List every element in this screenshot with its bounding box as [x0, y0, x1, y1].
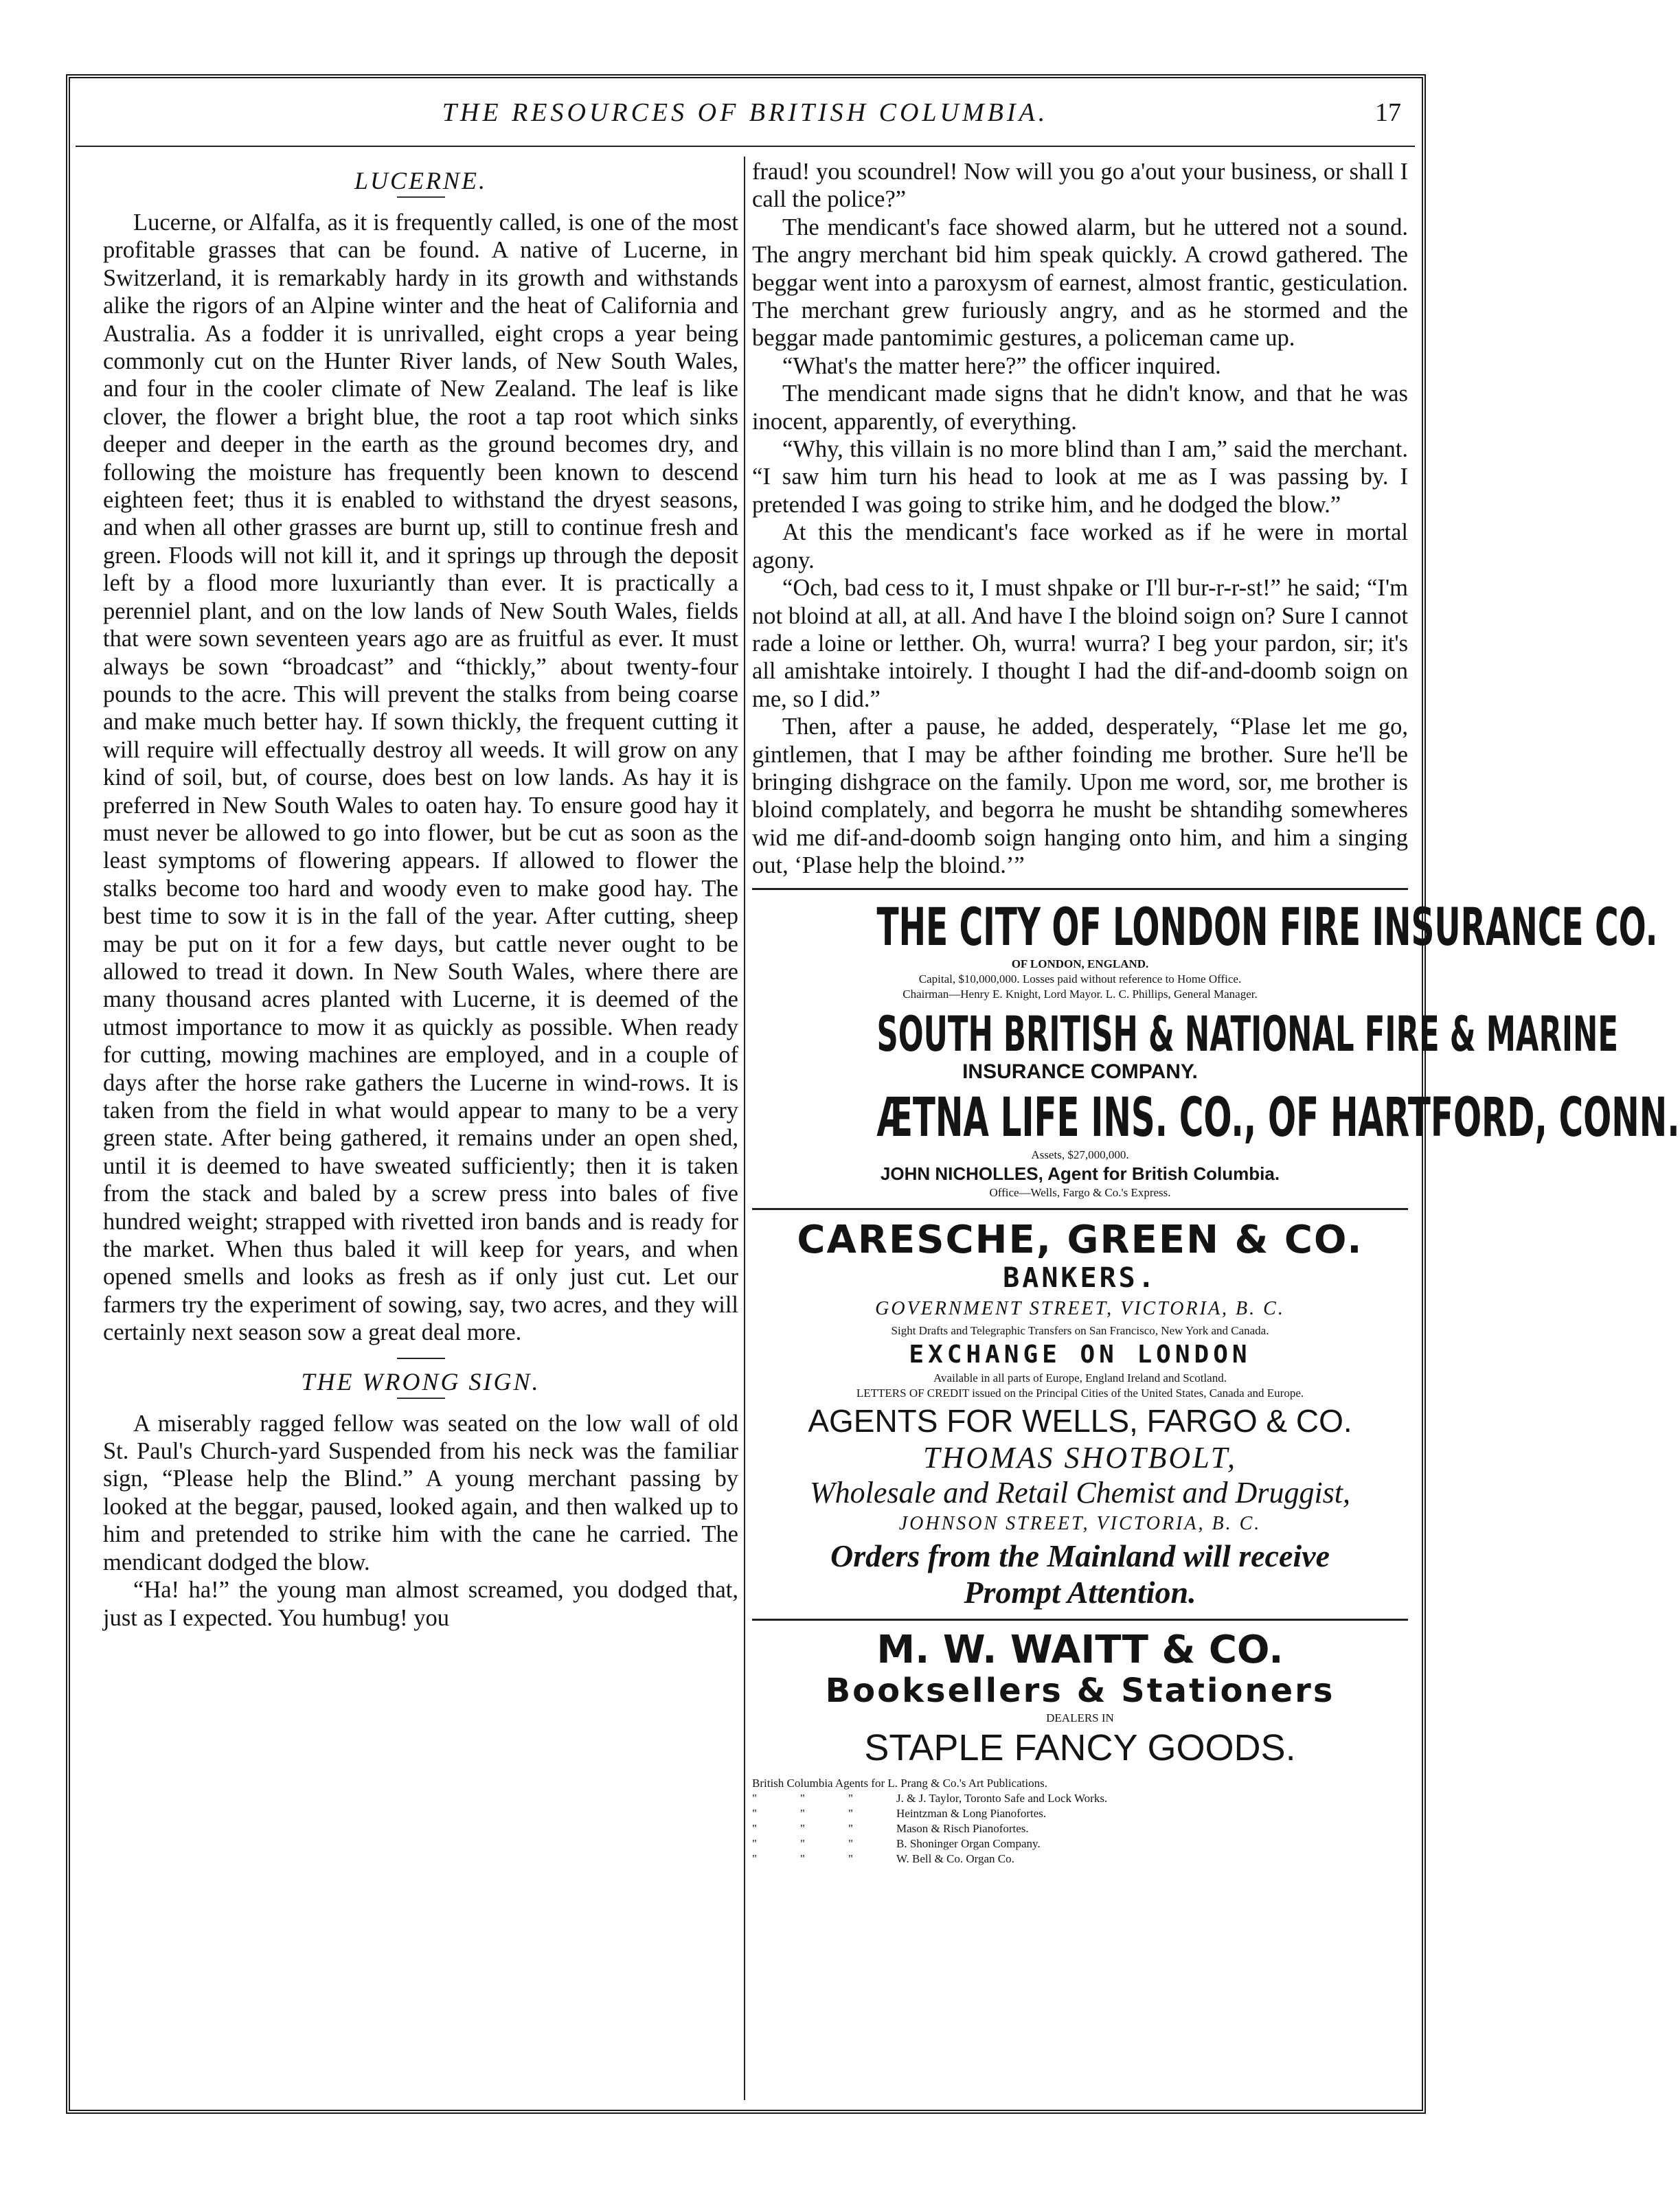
aetna-agent: JOHN NICHOLLES, Agent for British Columbia.	[880, 1163, 1280, 1184]
aetna-office: Office—Wells, Fargo & Co.'s Express.	[989, 1185, 1171, 1199]
waitt-dealers: DEALERS IN	[1046, 1711, 1114, 1724]
south-british-title: SOUTH BRITISH & NATIONAL FIRE & MARINE	[876, 1005, 1619, 1062]
aetna-assets: Assets, $27,000,000.	[1031, 1148, 1129, 1161]
caresche-agents: AGENTS FOR WELLS, FARGO & CO.	[808, 1402, 1352, 1439]
list-item: " " " B. Shoninger Organ Company.	[752, 1836, 1041, 1850]
list-item: " " " J. & J. Taylor, Toronto Safe and Lock Works.	[752, 1791, 1108, 1805]
ad-separator	[752, 1619, 1408, 1621]
header-rule	[76, 146, 1415, 147]
left-column	[103, 158, 738, 2101]
city-of-london-ad	[752, 896, 1658, 1001]
list-item: " " " Mason & Risch Pianofortes.	[752, 1821, 1029, 1835]
waitt-agency-list	[752, 1776, 1408, 1867]
section-rule	[397, 1358, 445, 1359]
story-paragraph: The mendicant's face showed alarm, but he uttered not a sound. The angry merchant bid him speak quickly. A crowd gathered. The beggar went into a paroxysm of earnest, almost frantic, gesticulation. The merchant grew furiously angry, and as he stormed and the beggar made pantomimic gestures, a policeman came up.	[752, 214, 1408, 352]
waitt-ad	[752, 1629, 1408, 1867]
story-paragraph: “Why, this villain is no more blind than I am,” said the merchant. “I saw him turn his head to look at me as I was passing by. I pretended I was going to strike him, and he dodged the blow.”	[752, 436, 1408, 518]
ad-separator	[752, 888, 1408, 890]
lucerne-text: Lucerne, or Alfalfa, as it is frequently called, is one of the most profitable grasses that can be found. A native of Lucerne, in Switzerland, it is remarkably hardy in its growth and withstands alike the rigors of an Alpine winter and the heat of California and Australia. As a fodder it is unrivalled, eight crops a year being commonly cut on the Hunter River lands, of New South Wales, and four in the cooler climate of New Zealand. The leaf is like clover, the flower a bright blue, the root a tap root which sinks deeper and deeper in the earth as the ground becomes dry, and following the moisture has frequently been known to descend eighteen feet; thus it is enabled to withstand the dryest seasons, and when all other grasses are burnt up, still to continue fresh and green. Floods will not kill it, and it springs up through the deposit left by a flood more luxuriantly than ever. It is practically a perenniel plant, and on the low lands of New South Wales, fields that were sown seventeen years ago are as fruitful as ever. It must always be sown “broadcast” and “thickly,” about twenty-four pounds to the acre. This will prevent the stalks from being coarse and make much better hay. If sown thickly, the frequent cutting it will require will effectually destroy all weeds. It will grow on any kind of soil, but, of course, does best on low lands. As hay it is preferred in New South Wales to oaten hay. To ensure good hay it must never be allowed to go into flower, but be cut as soon as the least symptoms of flowering appears. If allowed to flower the stalks become too hard and woody even to make good hay. The best time to sow it is in the fall of the year. After cutting, sheep may be put on it for a few days, but cattle never ought to be allowed to tread it down. In New South Wales, where there are many thousand acres planted with Lucerne, it is deemed of the utmost importance to mow it as quickly as possible. When ready for cutting, mowing machines are employed, and in a couple of days after the horse rake gathers the Lucerne in wind-rows. It is taken from the field in what would appear to many to be a very green state. After being gathered, it remains under an open shed, until it is deemed to have sweated sufficiently; then it is taken from the stack and baled by a screw press into bales of five hundred weight; strapped with rivetted iron bands and is ready for the market. When thus baled it will keep for years, and when opened smells and looks as fresh as if only just cut. Let our farmers try the experiment of sowing, say, two acres, and they will certainly next season sow a great deal more.	[103, 209, 738, 1346]
list-item: " " " W. Bell & Co. Organ Co.	[752, 1851, 1014, 1865]
aetna-ad	[752, 1086, 1680, 1200]
caresche-ad	[752, 1218, 1408, 1440]
waitt-sub: Booksellers & Stationers	[825, 1671, 1335, 1710]
caresche-line: Available in all parts of Europe, England Ireland and Scotland.	[933, 1371, 1227, 1384]
city-of-london-line: Capital, $10,000,000. Losses paid without reference to Home Office.	[918, 972, 1242, 985]
story-paragraph: At this the mendicant's face worked as if he were in mortal agony.	[752, 519, 1408, 573]
caresche-line: Sight Drafts and Telegraphic Transfers on San Francisco, New York and Canada.	[891, 1323, 1269, 1337]
shotbolt-title: THOMAS SHOTBOLT,	[922, 1440, 1238, 1474]
story-paragraph: The mendicant made signs that he didn't know, and that he was inocent, apparently, of everything.	[752, 380, 1408, 435]
waitt-staple: STAPLE FANCY GOODS.	[864, 1727, 1296, 1768]
story-paragraph: “Och, bad cess to it, I must shpake or I'll bur-r-r-st!” he said; “I'm not bloind at all, at all. And have I the bloind soign on? Sure I cannot rade a loine or letther. Oh, wurra! wurra? I beg your pardon, sir; it's all amishtake intoirely. I thought I had the dif-and-doomb soign on me, so I did.”	[752, 575, 1408, 712]
page-number: 17	[1375, 98, 1401, 127]
wrong-sign-title: THE WRONG SIGN.	[301, 1367, 541, 1395]
aetna-title: ÆTNA LIFE INS. CO., OF HARTFORD, CONN.	[876, 1086, 1680, 1149]
title-rule	[397, 1398, 445, 1399]
waitt-title: M. W. WAITT & CO.	[876, 1627, 1284, 1672]
ad-separator	[752, 1208, 1408, 1210]
south-british-sub: INSURANCE COMPANY.	[962, 1060, 1198, 1083]
title-rule	[397, 196, 445, 198]
caresche-street: GOVERNMENT STREET, VICTORIA, B. C.	[875, 1297, 1285, 1319]
shotbolt-sub: Wholesale and Retail Chemist and Druggist,	[809, 1475, 1351, 1509]
caresche-line: LETTERS OF CREDIT issued on the Principal Cities of the United States, Canada and Europe.	[856, 1386, 1304, 1400]
caresche-exchange: EXCHANGE ON LONDON	[909, 1340, 1251, 1369]
story-paragraph: “What's the matter here?” the officer inquired.	[782, 352, 1221, 379]
column-divider	[744, 157, 745, 2100]
list-item: " " " Heintzman & Long Pianofortes.	[752, 1806, 1047, 1820]
story-paragraph: fraud! you scoundrel! Now will you go a'out your business, or shall I call the police?”	[752, 159, 1408, 213]
caresche-bankers: BANKERS.	[1003, 1262, 1157, 1294]
city-of-london-title: THE CITY OF LONDON FIRE INSURANCE CO.	[876, 896, 1658, 957]
list-item: British Columbia Agents for L. Prang & Co.'s Art Publications.	[752, 1776, 1047, 1790]
shotbolt-street: JOHNSON STREET, VICTORIA, B. C.	[898, 1512, 1262, 1534]
right-column	[752, 158, 1680, 2101]
wrong-sign-paragraph-1: A miserably ragged fellow was seated on the low wall of old St. Paul's Church-yard Suspended from his neck was the familiar sign, “Please help the Blind.” A young merchant passing by looked at the beggar, paused, looked again, and then walked up to him and pretended to strike him with the cane he carried. The mendicant dodged the blow.	[103, 1410, 738, 1575]
city-of-london-sub: OF LONDON, ENGLAND.	[1011, 957, 1149, 970]
story-paragraph: Then, after a pause, he added, desperately, “Plase let me go, gintlemen, that I may be afther foinding me brother. Sure he'll be bringing dishgrace on the family. Upon me word, sor, me brother is bloind complately, and begorra he musht be shtandihg somewheres wid me dif-and-doomb soign hanging onto him, and him a singing out, ‘Plase help the bloind.’”	[752, 714, 1408, 879]
shotbolt-attention: Prompt Attention.	[964, 1574, 1196, 1610]
south-british-ad	[752, 1005, 1619, 1084]
lucerne-title: LUCERNE.	[354, 167, 487, 194]
caresche-title: CARESCHE, GREEN & CO.	[797, 1217, 1363, 1262]
page-header	[76, 95, 1415, 143]
shotbolt-orders: Orders from the Mainland will receive	[830, 1538, 1330, 1573]
shotbolt-ad	[752, 1440, 1408, 1610]
running-title: THE RESOURCES OF BRITISH COLUMBIA.	[442, 98, 1049, 127]
city-of-london-line: Chairman—Henry E. Knight, Lord Mayor. L. C. Phillips, General Manager.	[903, 987, 1258, 1001]
wrong-sign-paragraph-2: “Ha! ha!” the young man almost screamed, you dodged that, just as I expected. You humbug! you	[103, 1577, 738, 1631]
